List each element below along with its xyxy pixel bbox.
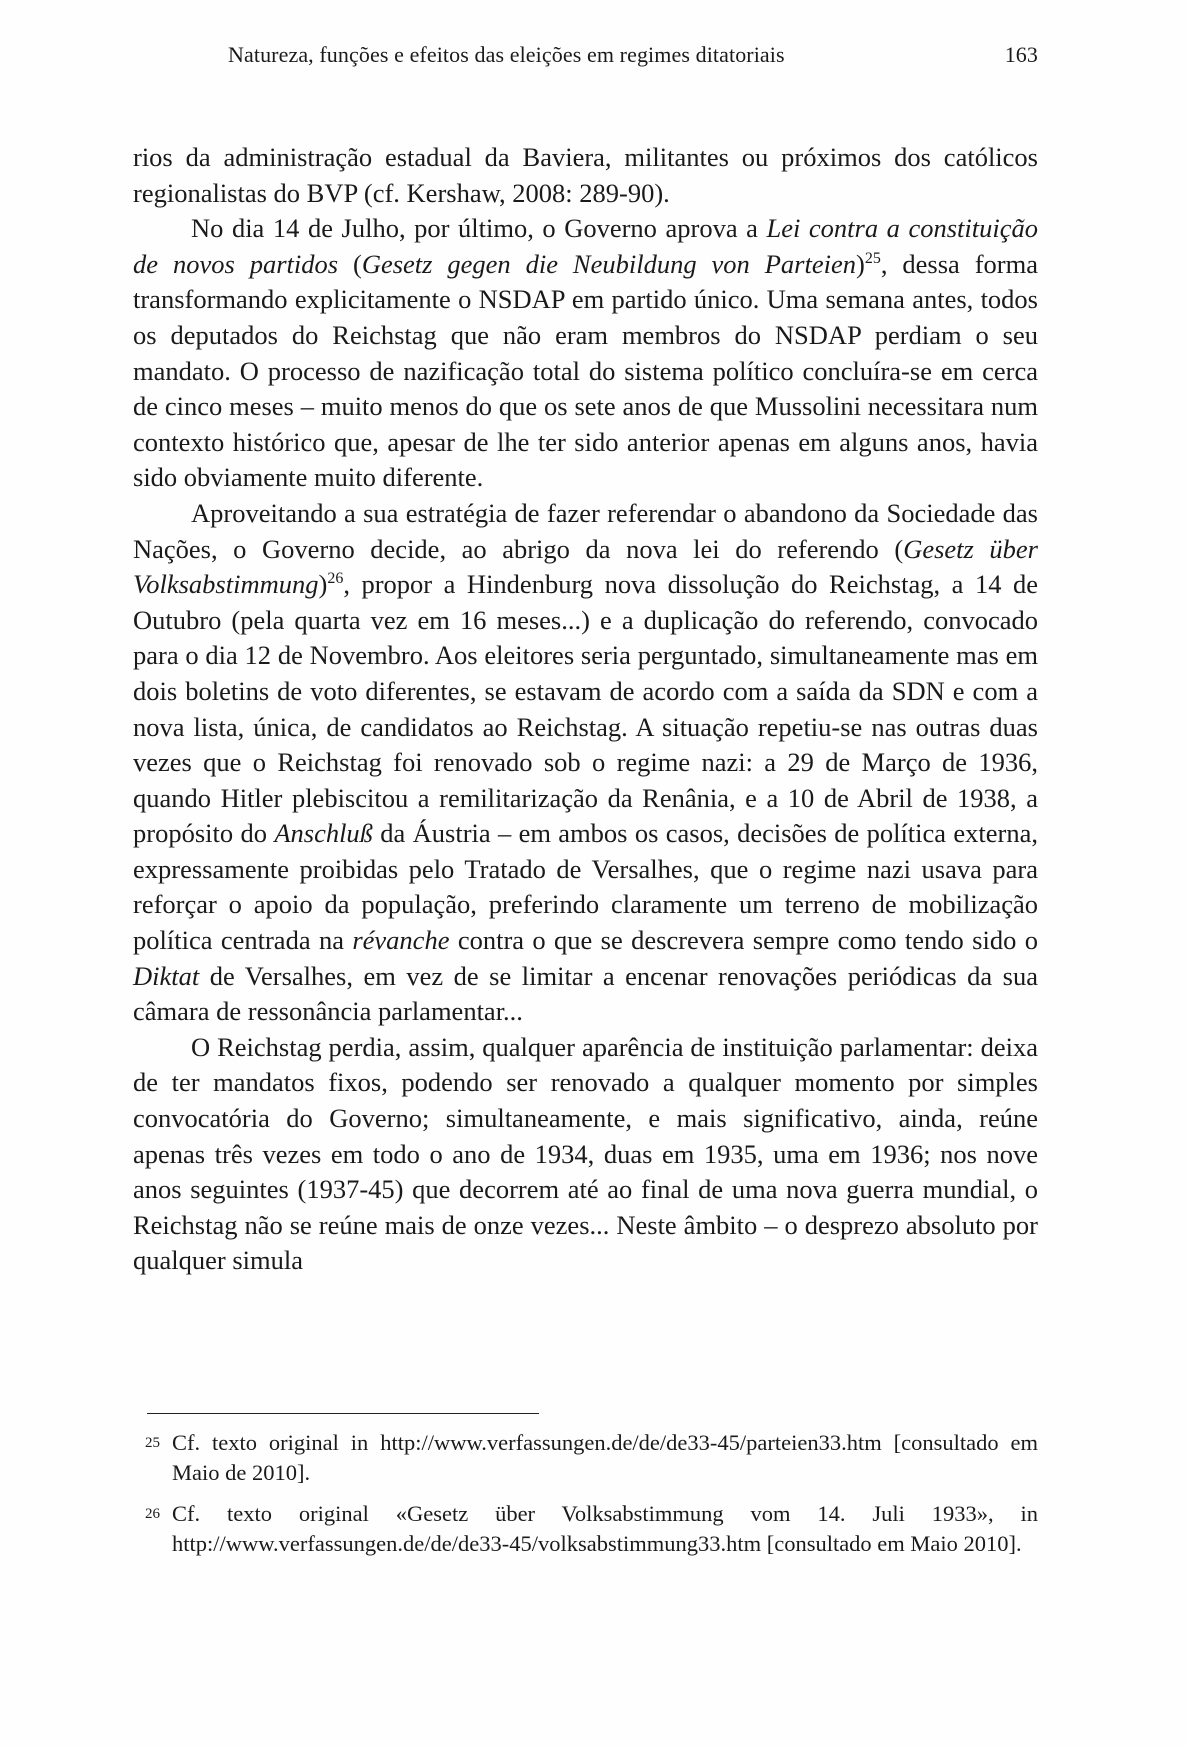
italic-text: Anschluß — [274, 818, 373, 849]
italic-text: Gesetz gegen die Neubildung von Parteien — [361, 248, 856, 279]
footnote — [145, 1428, 1038, 1487]
italic-text: Gesetz über Volksabstimmung — [133, 533, 1038, 600]
italic-text: Lei contra a constituição de novos partidos — [133, 213, 1039, 279]
text-run: Aproveitando a sua estratégia de fazer referendar o abandono da Sociedade das Nações, o Governo decide, ao abrigo da nova lei do referendo ( — [133, 497, 1038, 564]
italic-text: révanche — [352, 925, 450, 956]
footnote-reference: 25 — [864, 249, 881, 267]
paragraph — [133, 211, 1038, 496]
running-head-title: Natureza, funções e efeitos das eleições em regimes ditatoriais — [228, 42, 785, 67]
text-run: da Áustria – em ambos os casos, decisões de política externa, expressamente proibidas pelo Tratado de Versalhes, que o regime nazi usava para reforçar o apoio da população, preferindo claramente um terreno de mobilização política centrada na — [133, 818, 1038, 956]
text-run: ( — [338, 248, 362, 279]
footnote-text: Cf. texto original «Gesetz über Volksabstimmung vom 14. Juli 1933», in http://www.verfassungen.de/de/de33-45/volksabstimmung33.htm [consultado em Maio 2010]. — [172, 1501, 1038, 1556]
footnote — [145, 1499, 1038, 1558]
text-run: , propor a Hindenburg nova dissolução do Reichstag, a 14 de Outubro (pela quarta vez em 16 meses...) e a duplicação do referendo, convocado para o dia 12 de Novembro. Aos eleitores seria perguntado, simultaneamente mas em dois boletins de voto diferentes, se estavam de acordo com a saída da SDN e com a nova lista, única, de candidatos ao Reichstag. A situação repetiu-se nas outras duas vezes que o Reichstag foi renovado sob o regime nazi: a 29 de Março de 1936, quando Hitler plebiscitou a remilitarização da Renânia, e a 10 de Abril de 1938, a propósito do — [133, 569, 1038, 849]
page-number: 163 — [1004, 42, 1038, 67]
footnote-text: Cf. texto original in http://www.verfassungen.de/de/de33-45/parteien33.htm [consultado em Maio de 2010]. — [172, 1430, 1038, 1485]
footnote-number: 25 — [145, 1435, 160, 1451]
text-run: rios da administração estadual da Baviera, militantes ou próximos dos católicos regionalistas do BVP (cf. Kershaw, 2008: 289-90). — [133, 142, 1038, 208]
footnote-reference: 26 — [327, 570, 344, 588]
text-run: No dia 14 de Julho, por último, o Governo aprova a — [191, 213, 767, 244]
italic-text: Diktat — [133, 960, 200, 991]
footnote-separator — [147, 1413, 539, 1414]
footnotes — [145, 1428, 1038, 1570]
text-run: contra o que se descrevera sempre como tendo sido o — [449, 925, 1038, 956]
text-run: de Versalhes, em vez de se limitar a encenar renovações periódicas da sua câmara de ressonância parlamentar... — [133, 960, 1038, 1027]
paragraph — [133, 1030, 1038, 1279]
text-run: ) — [318, 569, 328, 600]
text-run: , dessa forma transformando explicitamente o NSDAP em partido único. Uma semana antes, todos os deputados do Reichstag que não eram membros do NSDAP perdiam o seu mandato. O processo de nazificação total do sistema político concluíra-se em cerca de cinco meses – muito menos do que os sete anos de que Mussolini necessitara num contexto histórico que, apesar de lhe ter sido anterior apenas em alguns anos, havia sido obviamente muito diferente. — [133, 248, 1038, 493]
text-run: O Reichstag perdia, assim, qualquer aparência de instituição parlamentar: deixa de ter mandatos fixos, podendo ser renovado a qualquer momento por simples convocatória do Governo; simultaneamente, e mais significativo, ainda, reúne apenas três vezes em todo o ano de 1934, duas em 1935, uma em 1936; nos nove anos seguintes (1937-45) que decorrem até ao final de uma nova guerra mundial, o Reichstag não se reúne mais de onze vezes... Neste âmbito – o desprezo absoluto por qualquer simula — [133, 1031, 1038, 1276]
body-text — [133, 140, 1038, 1279]
footnote-number: 26 — [145, 1506, 160, 1522]
paragraph — [133, 140, 1038, 211]
paragraph — [133, 496, 1038, 1030]
text-run: ) — [855, 248, 865, 279]
